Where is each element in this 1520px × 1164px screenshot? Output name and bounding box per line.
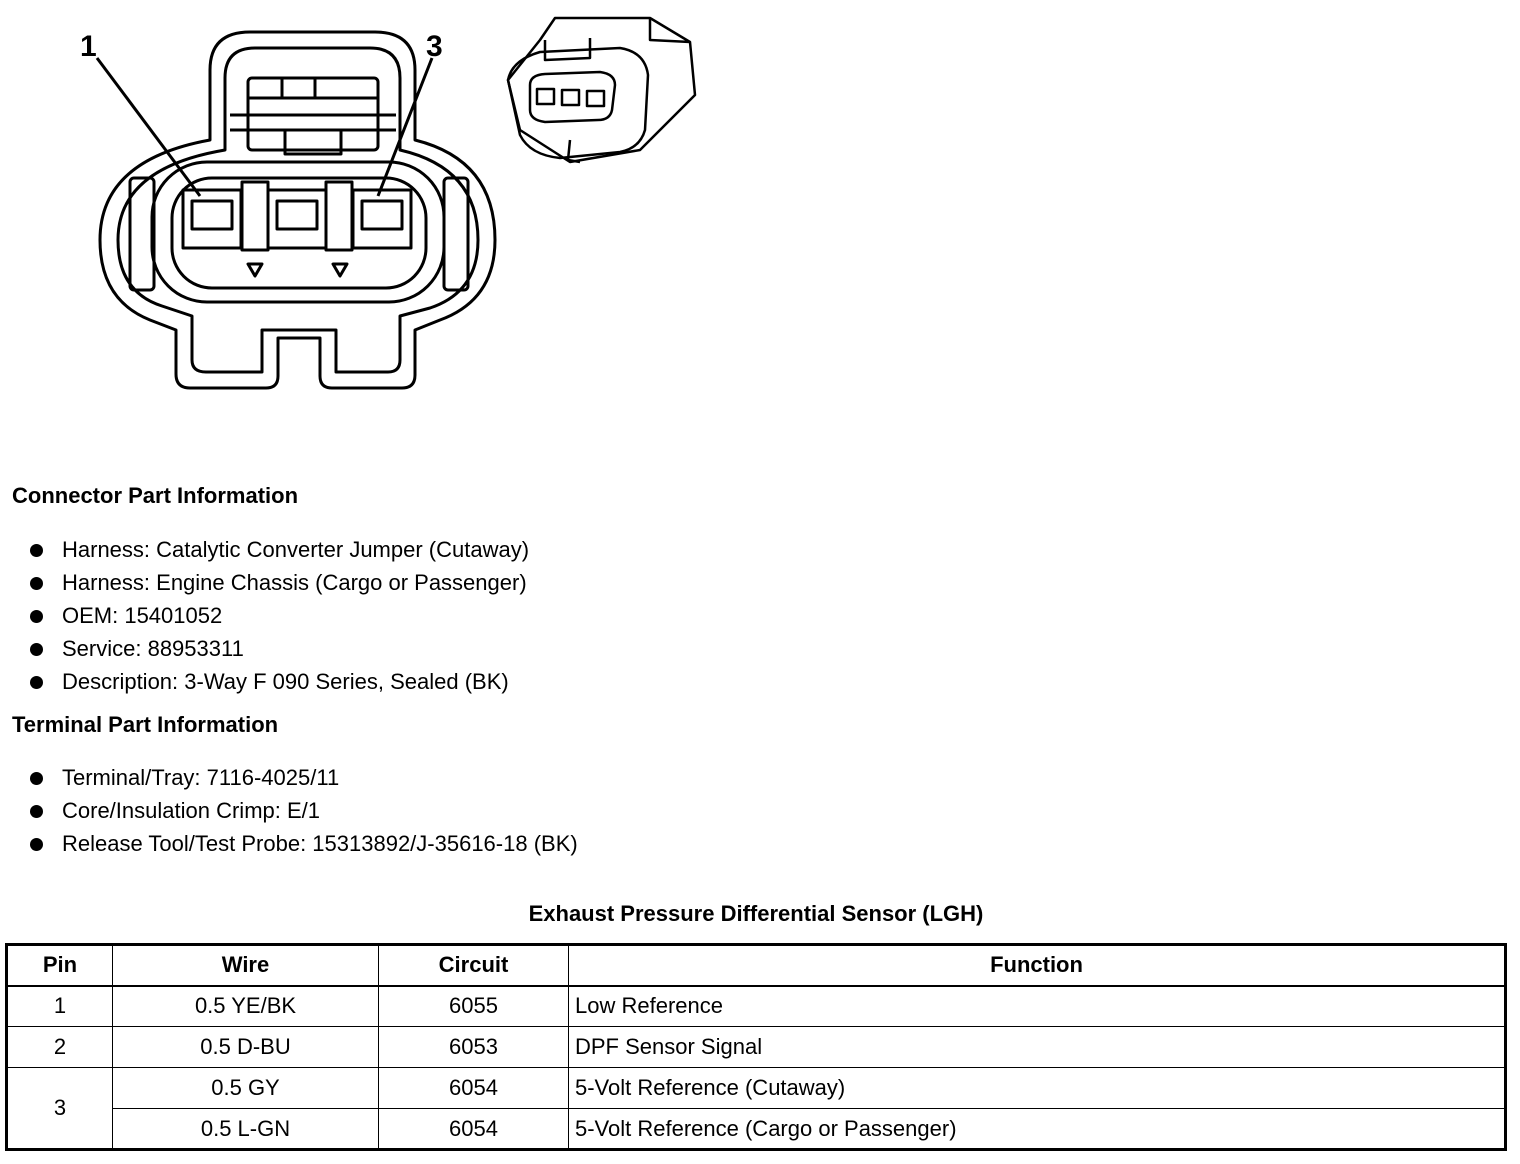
header-function: Function: [569, 945, 1506, 986]
cell-wire: 0.5 GY: [113, 1068, 379, 1109]
header-circuit: Circuit: [379, 945, 569, 986]
connector-part-info-list: [28, 537, 529, 702]
bullet-icon: [30, 772, 43, 785]
cell-pin: 1: [7, 986, 113, 1027]
table-header-row: [7, 945, 1506, 986]
terminal-part-info-list: [28, 765, 578, 864]
cell-circuit: 6055: [379, 986, 569, 1027]
cell-circuit: 6054: [379, 1109, 569, 1150]
cell-function: 5-Volt Reference (Cutaway): [569, 1068, 1506, 1109]
list-item-text: Terminal/Tray: 7116-4025/11: [62, 765, 340, 790]
cell-pin: 3: [7, 1068, 113, 1150]
cell-function: Low Reference: [569, 986, 1506, 1027]
list-item: [28, 603, 529, 636]
cell-function: 5-Volt Reference (Cargo or Passenger): [569, 1109, 1506, 1150]
list-item-text: Release Tool/Test Probe: 15313892/J-35616-18 (BK): [62, 831, 578, 856]
list-item-text: Core/Insulation Crimp: E/1: [62, 798, 320, 823]
bullet-icon: [30, 643, 43, 656]
table-row: [7, 986, 1506, 1027]
list-item-text: Description: 3-Way F 090 Series, Sealed (BK): [62, 669, 509, 694]
terminal-part-info-title: Terminal Part Information: [12, 712, 279, 737]
connector-diagram: [0, 0, 760, 420]
cell-circuit: 6054: [379, 1068, 569, 1109]
bullet-icon: [30, 676, 43, 689]
pin-label-3: 3: [426, 30, 443, 63]
pinout-table: [5, 943, 1507, 1151]
list-item-text: OEM: 15401052: [62, 603, 223, 628]
bullet-icon: [30, 544, 43, 557]
bullet-icon: [30, 838, 43, 851]
bullet-icon: [30, 805, 43, 818]
header-pin: Pin: [7, 945, 113, 986]
connector-isometric-view: [508, 18, 695, 162]
pin-label-1: 1: [80, 30, 97, 63]
list-item: [28, 765, 578, 798]
list-item-text: Harness: Catalytic Converter Jumper (Cutaway): [62, 537, 530, 562]
list-item-text: Harness: Engine Chassis (Cargo or Passenger): [62, 570, 527, 595]
connector-outer-body: [100, 32, 495, 388]
list-item-text: Service: 88953311: [62, 636, 244, 661]
cell-wire: 0.5 D-BU: [113, 1027, 379, 1068]
cell-wire: 0.5 YE/BK: [113, 986, 379, 1027]
table-title: Exhaust Pressure Differential Sensor (LGH): [528, 901, 984, 926]
terminal-cavity: [152, 162, 444, 302]
cell-pin: 2: [7, 1027, 113, 1068]
table-row: [7, 1068, 1506, 1109]
list-item: [28, 798, 578, 831]
list-item: [28, 537, 529, 570]
list-item: [28, 669, 529, 702]
list-item: [28, 570, 529, 603]
cell-function: DPF Sensor Signal: [569, 1027, 1506, 1068]
bullet-icon: [30, 610, 43, 623]
table-row: [7, 1109, 1506, 1150]
cell-circuit: 6053: [379, 1027, 569, 1068]
list-item: [28, 831, 578, 864]
connector-part-info-title: Connector Part Information: [12, 483, 299, 508]
cell-wire: 0.5 L-GN: [113, 1109, 379, 1150]
table-row: [7, 1027, 1506, 1068]
bullet-icon: [30, 577, 43, 590]
header-wire: Wire: [113, 945, 379, 986]
list-item: [28, 636, 529, 669]
